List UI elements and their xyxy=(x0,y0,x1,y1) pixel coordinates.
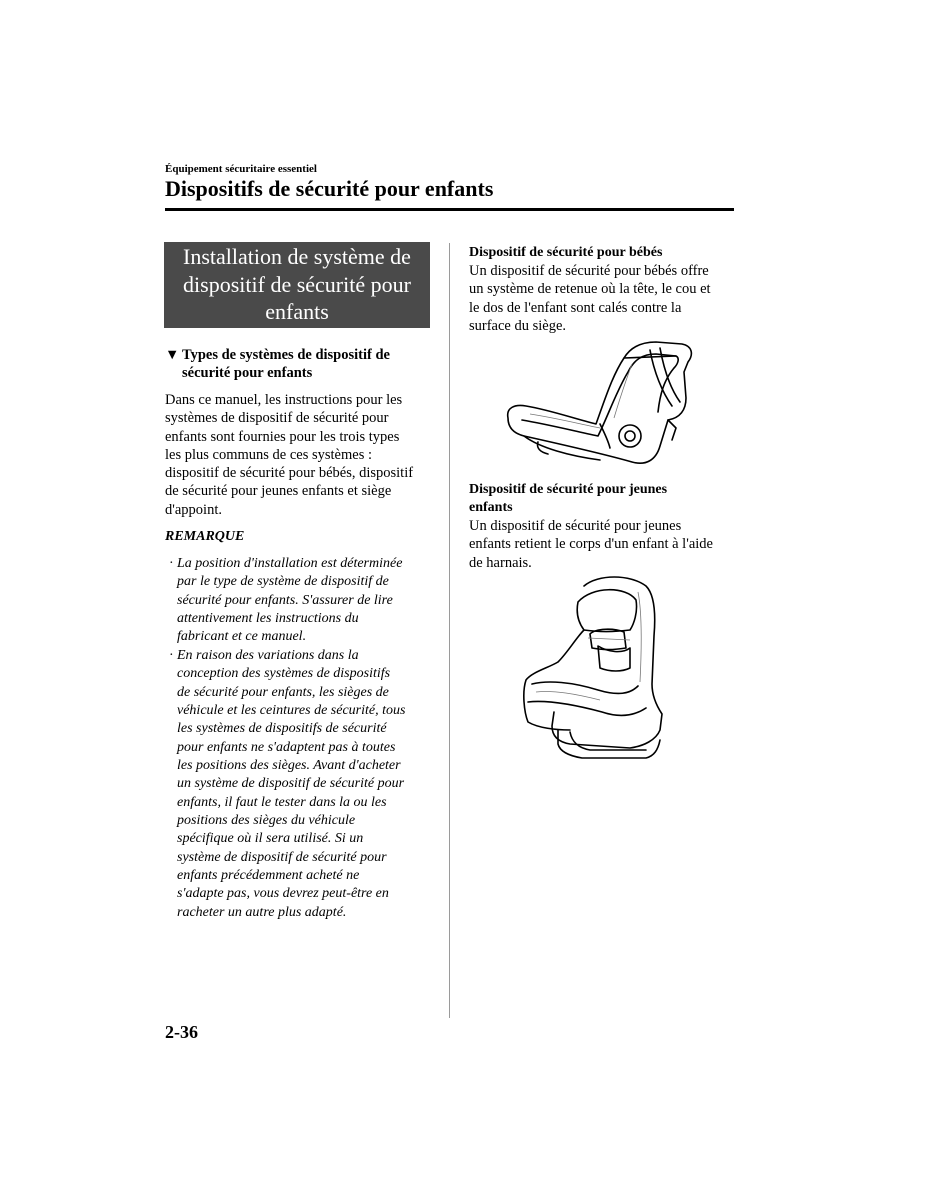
note-text: La position d'installation est déterminée par le type de système de dispositif de sécurité pour enfants. S'assurer de lire attentivement les instructions du fabricant et ce manuel. xyxy=(177,556,403,645)
infant-seat-description: Un dispositif de sécurité pour bébés offre un système de retenue où la tête, le cou et le dos de l'enfant sont calés contre la surface du siège. xyxy=(469,263,711,334)
section-heading-line: enfants xyxy=(265,299,329,324)
subheading-text: Types de systèmes de dispositif de sécurité pour enfants xyxy=(182,347,390,381)
section-heading-line: dispositif de sécurité pour xyxy=(183,271,411,297)
triangle-down-icon: ▼ xyxy=(165,347,180,363)
page-number: 2-36 xyxy=(165,1022,198,1042)
toddler-seat-description: Un dispositif de sécurité pour jeunes enfants retient le corps d'un enfant à l'aide de harnais. xyxy=(469,518,713,571)
remark-title: REMARQUE xyxy=(165,529,245,544)
note-item xyxy=(165,555,435,647)
toddler-seat-illustration xyxy=(518,572,678,762)
section-heading-box xyxy=(164,242,430,328)
header-rule xyxy=(165,208,734,211)
infant-seat-illustration xyxy=(500,336,706,476)
bullet: · xyxy=(169,648,174,663)
intro-paragraph: Dans ce manuel, les instructions pour les systèmes de dispositif de sécurité pour enfants sont fournies pour les trois types les plus communs de ces systèmes : dispositif de sécurité pour bébés, dispositif de sécurité pour jeunes enfants et siège d'appoint. xyxy=(165,392,414,518)
section-heading-line: Installation de système de xyxy=(183,244,411,269)
toddler-seat-heading: Dispositif de sécurité pour jeunes enfants xyxy=(469,482,668,515)
bullet: · xyxy=(169,556,174,571)
note-text: En raison des variations dans la conception des systèmes de dispositifs de sécurité pour enfants, les sièges de véhicule et les ceintures de sécurité, tous les systèmes de dispositifs de sécurité pour enfants ne s'adaptent pas à toutes les positions des sièges. Avant d'acheter un système de dispositif de sécurité pour enfants, il faut le tester dans la ou les positions des sièges du véhicule spécifique où il sera utilisé. Si un système de dispositif de sécurité pour enfants précédemment acheté ne s'adapte pas, vous devrez peut-être en racheter un autre plus adapté. xyxy=(177,648,406,920)
chapter-title: Dispositifs de sécurité pour enfants xyxy=(165,176,494,201)
note-item xyxy=(165,647,435,922)
subheading xyxy=(165,346,435,382)
column-divider xyxy=(449,243,450,1018)
section-label: Équipement sécuritaire essentiel xyxy=(165,163,317,175)
infant-seat-heading: Dispositif de sécurité pour bébés xyxy=(469,245,663,260)
